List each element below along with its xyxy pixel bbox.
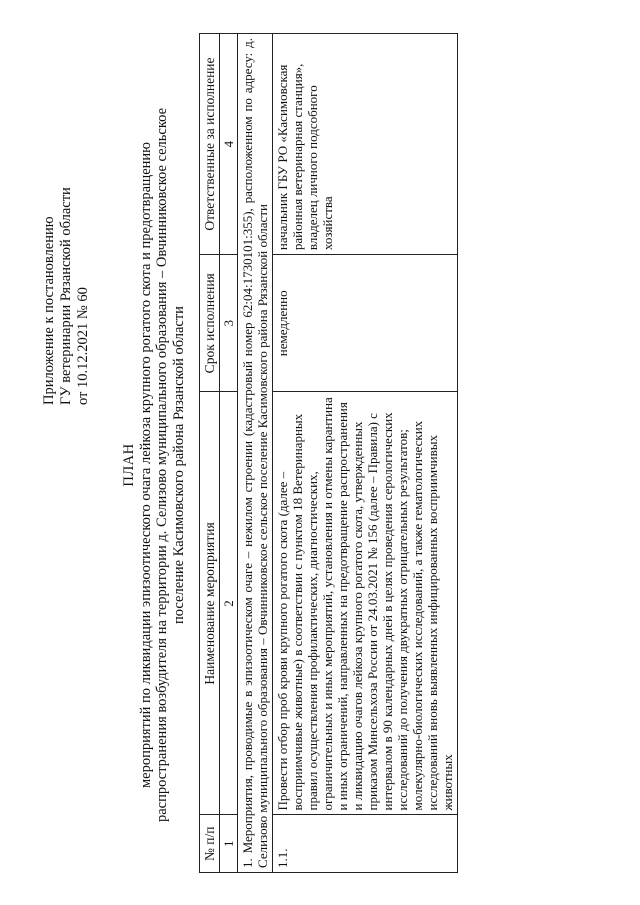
column-number: 2 [220, 392, 238, 815]
column-number-row [220, 34, 238, 873]
column-header-deadline: Срок исполнения [200, 255, 220, 392]
row-deadline: немедленно [273, 255, 458, 392]
column-header-responsible: Ответственные за исполнение [200, 34, 220, 255]
column-number: 1 [220, 815, 238, 873]
column-number: 4 [220, 34, 238, 255]
document-page [1, 2, 639, 905]
column-header-measure: Наименование мероприятия [200, 392, 220, 815]
plan-table [199, 33, 458, 873]
title-heading: ПЛАН [121, 443, 137, 487]
row-number: 1.1. [273, 815, 458, 873]
table-row [273, 34, 458, 873]
appendix-line: от 10.12.2021 № 60 [75, 287, 91, 405]
title-line: мероприятий по ликвидации эпизоотического очага лейкоза крупного рогатого скота и предотвращению [137, 142, 154, 788]
column-number: 3 [220, 255, 238, 392]
appendix-line: Приложение к постановлению [41, 216, 57, 405]
title-line: распространения возбудителя на территории д. Селизово муниципального образования – Овчинниковское сельское [154, 107, 170, 823]
appendix-block [41, 65, 92, 405]
document-title [121, 65, 187, 865]
appendix-line: ГУ ветеринарии Рязанской области [58, 187, 74, 405]
title-line: поселение Касимовского района Рязанской области [170, 306, 187, 624]
row-measure: Провести отбор проб крови крупного рогатого скота (далее – восприимчивые животные) в соответствии с пунктом 18 Ветеринарных правил осуществления профилактических, диагностических, ограничительных и иных мероприятий, установления и отмены карантина и иных ограничений, направленных на предотвращение распространения и ликвидацию очагов лейкоза крупного рогатого скота, утвержденных приказом Минсельхоза России от 24.03.2021 № 156 (далее – Правила) с интервалом в 90 календарных дней в целях проведения серологических исследований до получения двукратных отрицательных результатов; молекулярно-биологических исследований, а также гематологических исследований вновь выявленных инфицированных восприимчивых животных [273, 392, 458, 815]
row-responsible: начальник ГБУ РО «Касимовская районная ветеринарная станция», владелец личного подсобного хозяйства [273, 34, 458, 255]
section-row [238, 34, 273, 873]
column-header-number: № п/п [200, 815, 220, 873]
table-header-row [200, 34, 220, 873]
section-heading: 1. Мероприятия, проводимые в эпизоотическом очаге – нежилом строении (кадастровый номер 62:04:1730101:355), расположенном по адресу: д. Селизово муниципального образования – Овчинниковское сельское поселение Касимовского района Рязанской области [238, 34, 273, 873]
